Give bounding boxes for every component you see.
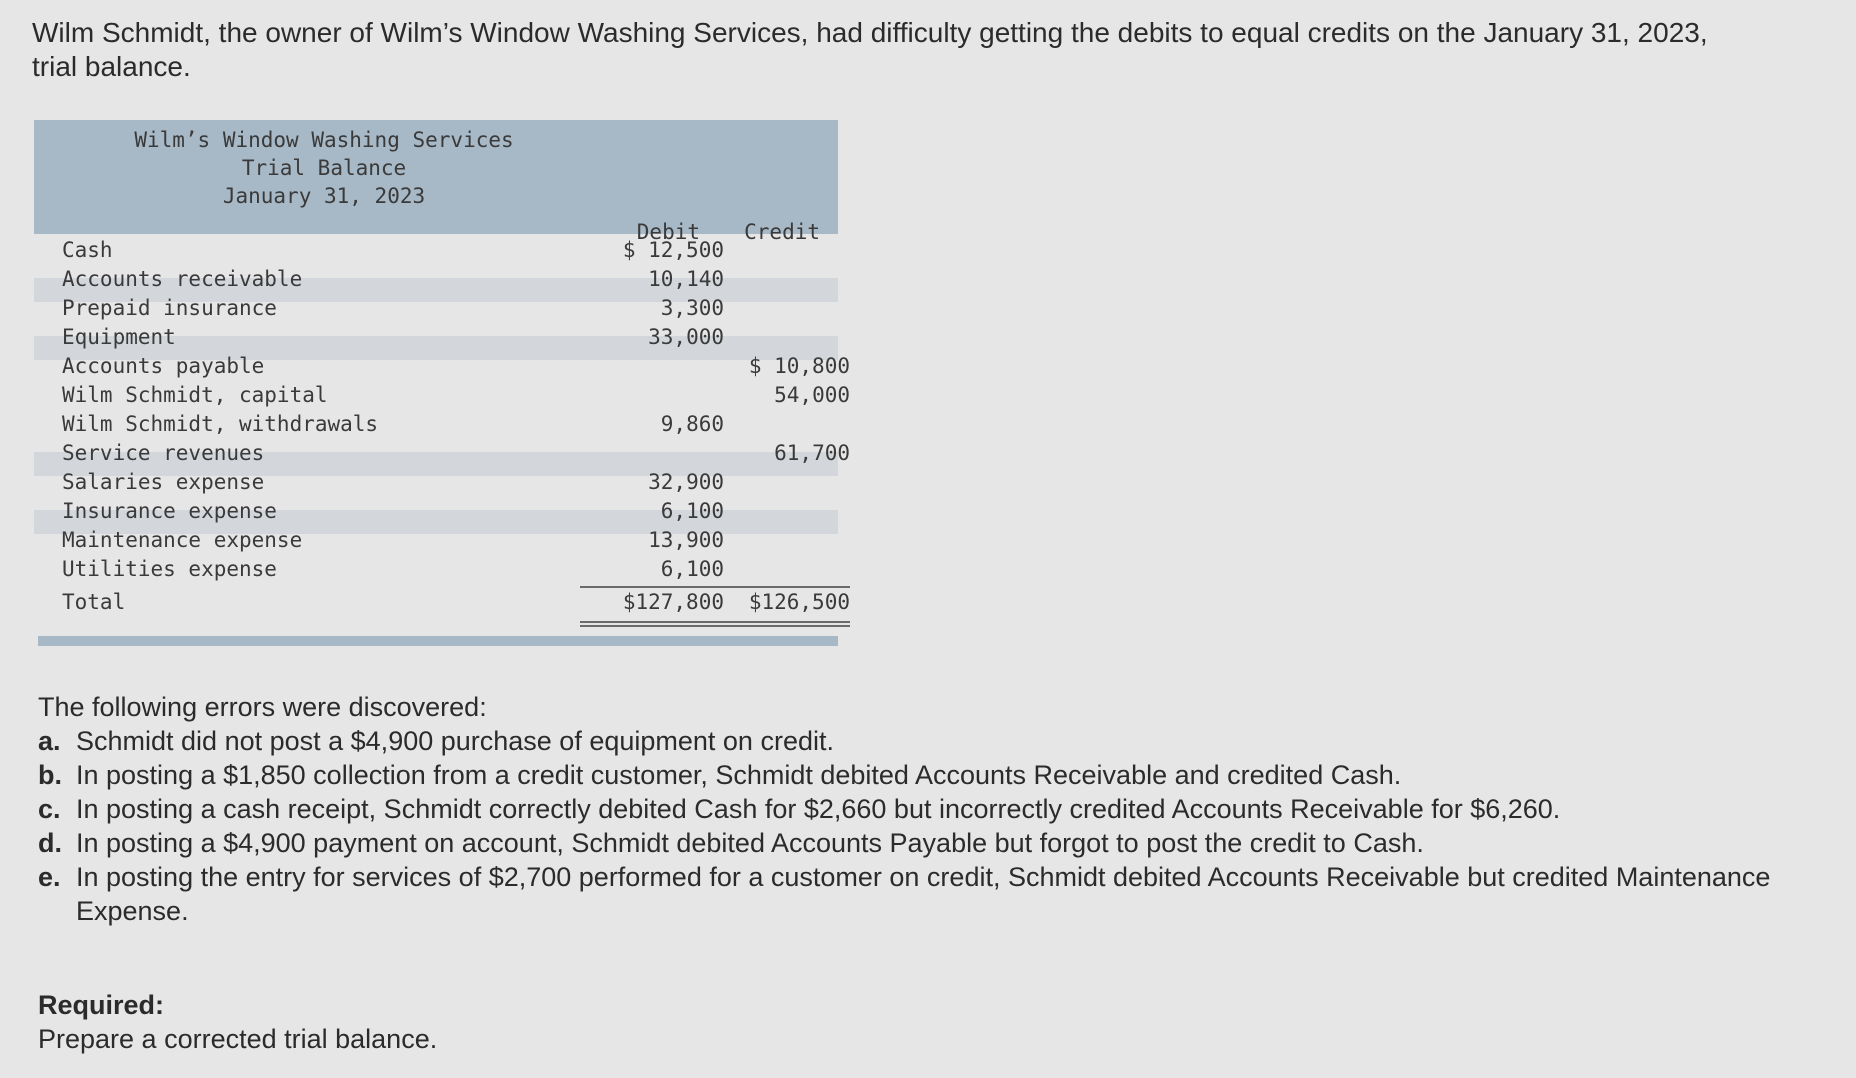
errors-section: [38, 690, 1778, 928]
trial-balance-table: [34, 120, 850, 650]
total-row: [34, 590, 850, 618]
debit-column-header: Debit: [636, 220, 700, 244]
total-debit-double-rule: [580, 621, 724, 623]
total-label: Total: [62, 590, 126, 614]
debit-amount: $ 12,500: [622, 238, 724, 262]
table-row: [34, 267, 838, 295]
error-letter: e.: [38, 862, 61, 892]
debit-subtotal-rule: [580, 586, 724, 588]
account-name: Salaries expense: [62, 470, 265, 494]
account-name: Cash: [62, 238, 113, 262]
debit-amount: 13,900: [648, 528, 724, 552]
debit-amount: 10,140: [648, 267, 724, 291]
table-row: [34, 296, 838, 324]
problem-intro: Wilm Schmidt, the owner of Wilm’s Window Washing Services, had difficulty getting the debits to equal credits on the January 31, 2023, trial balance.: [32, 17, 1708, 82]
account-name: Accounts receivable: [62, 267, 303, 291]
table-row: [34, 499, 838, 527]
credit-amount: $ 10,800: [748, 354, 850, 378]
credit-subtotal-rule: [708, 586, 850, 588]
total-credit: $126,500: [748, 590, 850, 614]
debit-amount: 32,900: [648, 470, 724, 494]
credit-column-header: Credit: [744, 220, 820, 244]
error-item: [38, 826, 1778, 860]
table-row: [34, 412, 838, 440]
table-row: [34, 238, 838, 266]
account-name: Maintenance expense: [62, 528, 303, 552]
debit-amount: 3,300: [660, 296, 724, 320]
account-name: Service revenues: [62, 441, 265, 465]
account-name: Insurance expense: [62, 499, 277, 523]
errors-heading: The following errors were discovered:: [38, 692, 487, 722]
statement-title: Trial Balance: [241, 156, 407, 180]
credit-amount: 61,700: [774, 441, 850, 465]
error-text: In posting a cash receipt, Schmidt correctly debited Cash for $2,660 but incorrectly credited Accounts Receivable for $6,260.: [76, 794, 1561, 824]
total-debit: $127,800: [622, 590, 724, 614]
account-name: Accounts payable: [62, 354, 265, 378]
error-text: Schmidt did not post a $4,900 purchase of equipment on credit.: [76, 726, 834, 756]
table-row: [34, 383, 850, 411]
account-name: Equipment: [62, 325, 176, 349]
table-row: [34, 441, 850, 469]
table-row: [34, 470, 838, 498]
required-section: [38, 988, 437, 1056]
account-name: Utilities expense: [62, 557, 277, 581]
account-name: Wilm Schmidt, withdrawals: [62, 412, 379, 436]
error-letter: a.: [38, 726, 61, 756]
error-text: In posting the entry for services of $2,700 performed for a customer on credit, Schmidt debited Accounts Receivable but credited Maintenance Expense.: [76, 862, 1771, 926]
debit-amount: 9,860: [660, 412, 724, 436]
error-letter: b.: [38, 760, 62, 790]
error-item: [38, 792, 1778, 826]
table-row: [34, 325, 838, 353]
error-text: In posting a $4,900 payment on account, Schmidt debited Accounts Payable but forgot to post the credit to Cash.: [76, 828, 1424, 858]
required-text: Prepare a corrected trial balance.: [38, 1024, 438, 1054]
error-item: [38, 758, 1778, 792]
debit-amount: 33,000: [648, 325, 724, 349]
error-letter: d.: [38, 828, 62, 858]
error-letter: c.: [38, 794, 61, 824]
error-item: [38, 724, 1778, 758]
error-item: [38, 860, 1778, 928]
account-name: Prepaid insurance: [62, 296, 277, 320]
trial-balance-header: [34, 120, 838, 234]
required-label: Required:: [38, 990, 165, 1020]
account-name: Wilm Schmidt, capital: [62, 383, 328, 407]
company-name: Wilm’s Window Washing Services: [134, 128, 514, 152]
statement-date: January 31, 2023: [222, 184, 426, 208]
table-row: [34, 557, 838, 585]
debit-amount: 6,100: [660, 499, 724, 523]
table-row: [34, 528, 838, 556]
table-row: [34, 354, 850, 382]
table-footer-bar: [38, 636, 838, 646]
debit-amount: 6,100: [660, 557, 724, 581]
credit-amount: 54,000: [774, 383, 850, 407]
total-credit-double-rule: [708, 621, 850, 623]
error-text: In posting a $1,850 collection from a credit customer, Schmidt debited Accounts Receivable and credited Cash.: [76, 760, 1402, 790]
